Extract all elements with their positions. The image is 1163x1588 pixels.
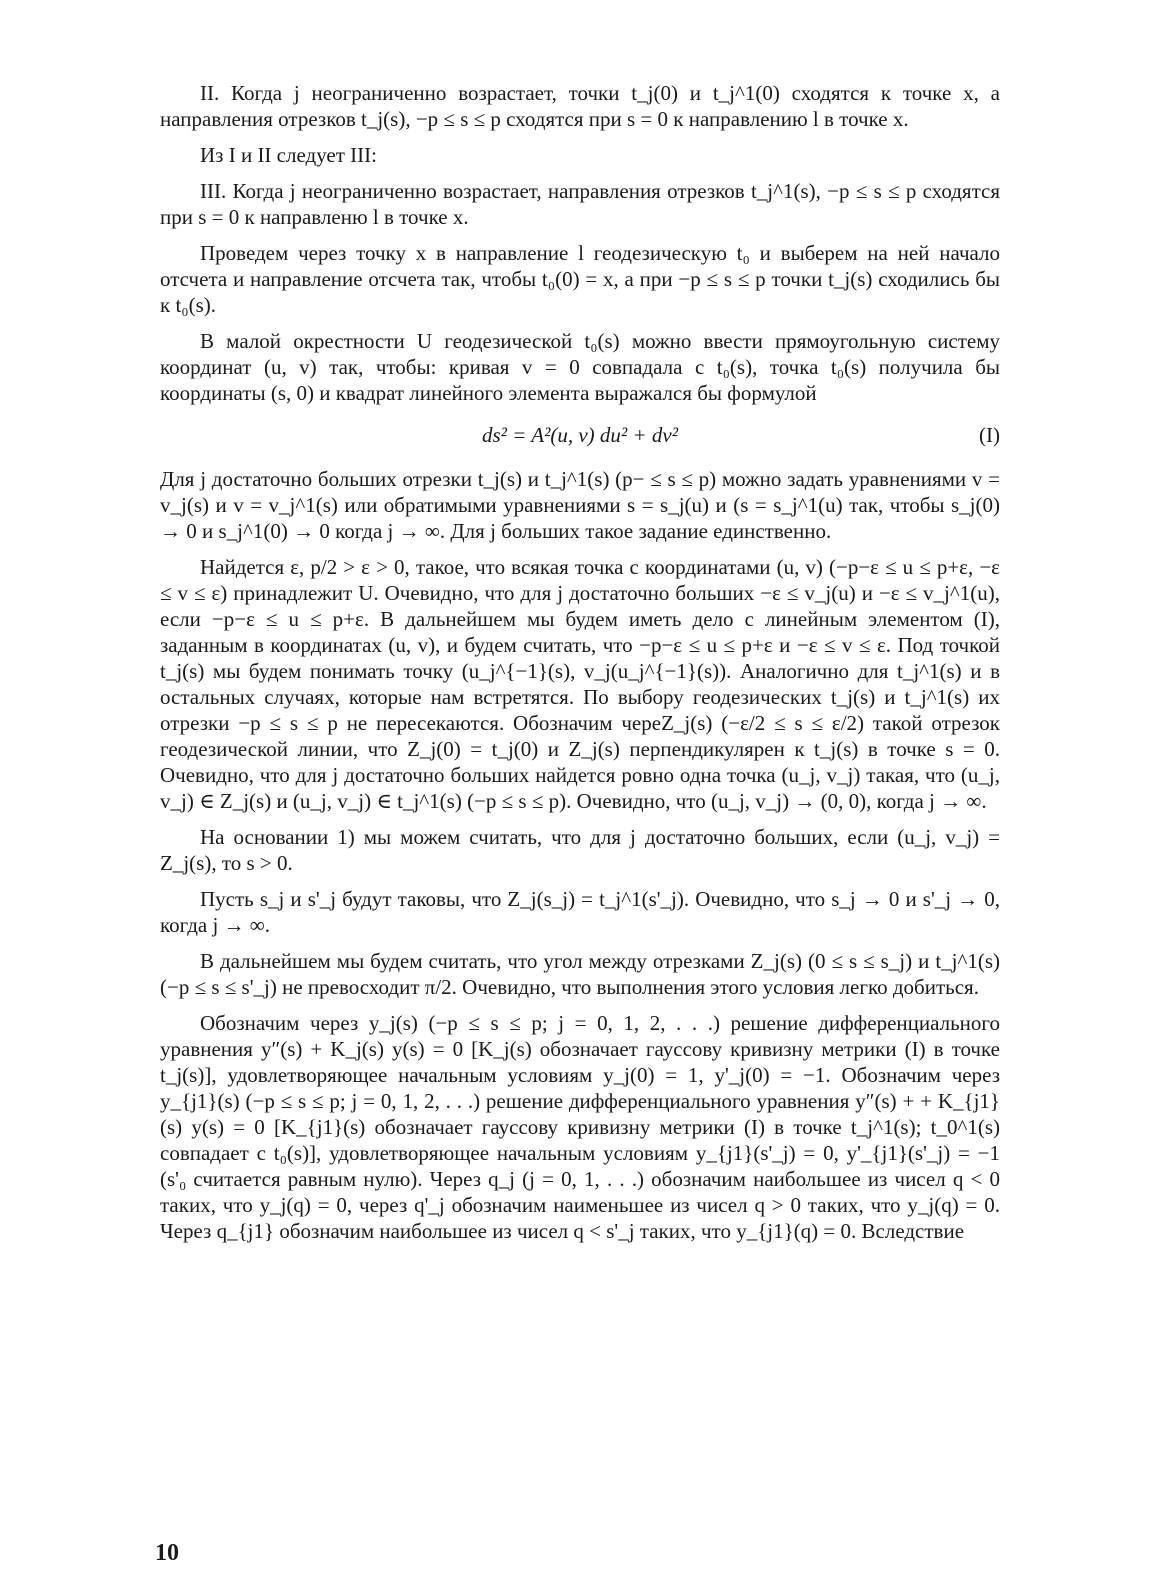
paragraph-11: Обозначим через y_j(s) (−p ≤ s ≤ p; j = 0, 1, 2, . . .) решение дифференциального уравнения y″(s) + K_j(s) y(s) = 0 [K_j(s) обозначает гауссову кривизну метрики (I) в точке t_j(s)], удовлетворяющее начальным условиям y_j(0) = 1, y'_j(0) = −1. Обозначим через y_{j1}(s) (−p ≤ s ≤ p; j = 0, 1, 2, . . .) решение дифференциального уравнения y″(s) + + K_{j1}(s) y(s) = 0 [K_{j1}(s) обозначает гауссову кривизну метрики (I) в точке t_j^1(s); t_0^1(s) совпадает с t₀(s)], удовлетворяющее начальным условиям y_{j1}(s'_j) = 0, y'_{j1}(s'_j) = −1 (s'₀ считается равным нулю). Через q_j (j = 0, 1, . . .) обозначим наибольшее из чисел q < 0 таких, что y_j(q) = 0, через q'_j обозначим наименьшее из чисел q > 0 таких, что y_j(q) = 0. Через q_{j1} обозначим наибольшее из чисел q < s'_j таких, что y_{j1}(q) = 0. Вследствие (160, 1011, 1000, 1243)
paragraph-6: Для j достаточно больших отрезки t_j(s) и t_j^1(s) (p− ≤ s ≤ p) можно задать уравнениями v = v_j(s) и v = v_j^1(s) или обратимыми уравнениями s = s_j(u) и (s = s_j^1(u) так, чтобы s_j(0) → 0 и s_j^1(0) → 0 когда j → ∞. Для j больших такое задание единственно. (160, 467, 1000, 543)
paragraph-7: Найдется ε, p/2 > ε > 0, такое, что всякая точка с координатами (u, v) (−p−ε ≤ u ≤ p+ε, −ε ≤ v ≤ ε) принадлежит U. Очевидно, что для j достаточно больших −ε ≤ v_j(u) и −ε ≤ v_j^1(u), если −p−ε ≤ u ≤ p+ε. В дальнейшем мы будем иметь дело с линейным элементом (I), заданным в координатах (u, v), и будем считать, что −p−ε ≤ u ≤ p+ε и −ε ≤ v ≤ ε. Под точкой t_j(s) мы будем понимать точку (u_j^{−1}(s), v_j(u_j^{−1}(s)). Аналогично для t_j^1(s) и в остальных случаях, которые нам встретятся. По выбору геодезических t_j(s) и t_j^1(s) их отрезки −p ≤ s ≤ p не пересекаются. Обозначим череZ_j(s) (−ε/2 ≤ s ≤ ε/2) такой отрезок геодезической линии, что Z_j(0) = t_j(0) и Z_j(s) перпендикулярен к t_j(s) в точке s = 0. Очевидно, что для j достаточно больших найдется ровно одна точка (u_j, v_j) такая, что (u_j, v_j) ∈ Z_j(s) и (u_j, v_j) ∈ t_j^1(s) (−p ≤ s ≤ p). Очевидно, что (u_j, v_j) → (0, 0), когда j → ∞. (160, 555, 1000, 813)
formula-line (160, 420, 1000, 450)
paragraph-10: В дальнейшем мы будем считать, что угол между отрезками Z_j(s) (0 ≤ s ≤ s_j) и t_j^1(s) (−p ≤ s ≤ s'_j) не превосходит π/2. Очевидно, что выполнения этого условия легко добиться. (160, 949, 1000, 999)
paragraph-2: Из I и II следует III: (200, 143, 377, 167)
paragraph-5: В малой окрестности U геодезической t₀(s) можно ввести прямоугольную систему координат (u, v) так, чтобы: кривая v = 0 совпадала с t₀(s), точка t₀(s) получила бы координаты (s, 0) и квадрат линейного элемента выражался бы формулой (160, 329, 1000, 405)
body-text (160, 80, 1000, 1254)
paragraph-9: Пусть s_j и s'_j будут таковы, что Z_j(s_j) = t_j^1(s'_j). Очевидно, что s_j → 0 и s'_j → 0, когда j → ∞. (160, 887, 1000, 937)
paragraph-4: Проведем через точку x в направление l геодезическую t₀ и выберем на ней начало отсчета и направление отсчета так, чтобы t₀(0) = x, а при −p ≤ s ≤ p точки t_j(s) сходились бы к t₀(s). (160, 241, 1000, 317)
paragraph-3: III. Когда j неограниченно возрастает, направления отрезков t_j^1(s), −p ≤ s ≤ p сходятся при s = 0 к направленю l в точке x. (160, 179, 1000, 229)
equation-number: (I) (979, 423, 1000, 447)
paragraph-1: II. Когда j неограниченно возрастает, точки t_j(0) и t_j^1(0) сходятся к точке x, а направления отрезков t_j(s), −p ≤ s ≤ p сходятся при s = 0 к направлению l в точке x. (160, 81, 1000, 131)
paragraph-8: На основании 1) мы можем считать, что для j достаточно больших, если (u_j, v_j) = Z_j(s), то s > 0. (160, 825, 1000, 875)
page-number: 10 (155, 1540, 179, 1566)
formula: ds² = A²(u, v) du² + dv² (481, 423, 679, 447)
